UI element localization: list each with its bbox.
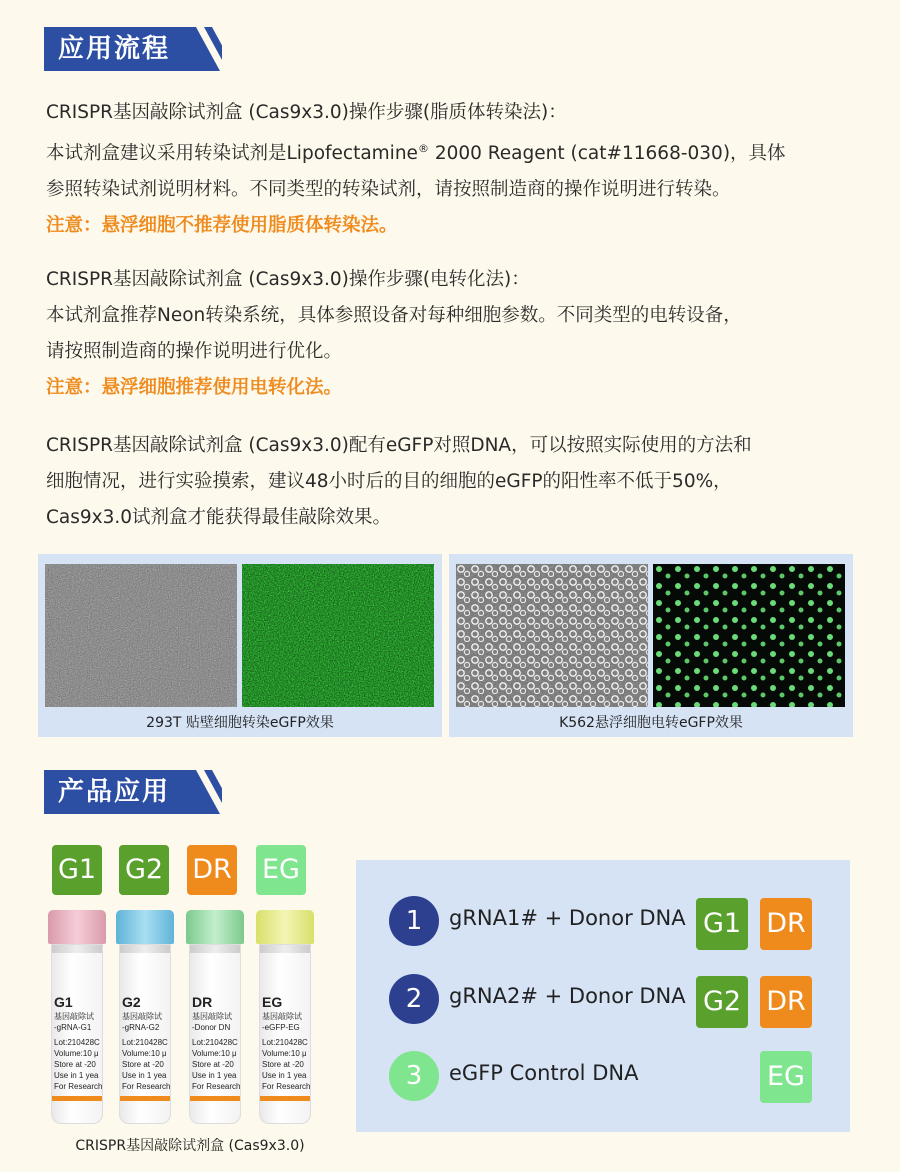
combination-panel [356,860,850,1132]
electro-line2: 请按照制造商的操作说明进行优化。 [46,341,343,362]
electro-heading: CRISPR基因敲除试剂盒 (Cas9x3.0)操作步骤(电转化法)： [46,269,530,290]
tube-dr [186,910,244,1125]
image-box-293t [38,554,442,737]
combo2-badge-dr: DR [760,976,812,1028]
tube-cap [116,910,174,944]
tube-label: G2 基因敲除试 -gRNA-G2 Lot:210428C Volume:10 μ Store at -20 Use in 1 yea For Research [122,994,171,1091]
step-number-1: 1 [389,896,439,946]
section-header-application [44,770,222,814]
tube-label: DR 基因敲除试 -Donor DN Lot:210428C Volume:10 μ Store at -20 Use in 1 yea For Research [192,994,241,1091]
product-caption: CRISPR基因敲除试剂盒 (Cas9x3.0) [75,1138,305,1154]
badge-eg: EG [256,845,306,895]
egfp-line2: 细胞情况，进行实验摸索，建议48小时后的目的细胞的eGFP的阳性率不低于50%， [46,471,732,492]
caption-293t: 293T 贴壁细胞转染eGFP效果 [146,715,334,731]
brightfield-293t-image [45,564,237,707]
combo-label-3: eGFP Control DNA [449,1061,639,1085]
egfp-line1: CRISPR基因敲除试剂盒 (Cas9x3.0)配有eGFP对照DNA，可以按照实际使用的方法和 [46,435,752,456]
lipo-line1-sup: ® [417,142,429,155]
tube-body [51,944,103,1124]
tube-body [189,944,241,1124]
lipo-line1-a: 本试剂盒建议采用转染试剂是Lipofectamine [46,143,418,165]
step-number-2: 2 [389,974,439,1024]
badge-g1: G1 [52,845,102,895]
tube-g1 [48,910,106,1125]
image-box-k562 [449,554,853,737]
combo1-badge-g1: G1 [696,898,748,950]
egfp-block [46,428,860,536]
badge-g2: G2 [119,845,169,895]
lipo-heading: CRISPR基因敲除试剂盒 (Cas9x3.0)操作步骤(脂质体转染法)： [46,102,567,123]
tube-g2 [116,910,174,1125]
lipo-line2: 参照转染试剂说明材料。不同类型的转染试剂，请按照制造商的操作说明进行转染。 [46,179,731,201]
tube-body [119,944,171,1124]
lipo-note: 注意：悬浮细胞不推荐使用脂质体转染法。 [46,215,398,237]
egfp-line3: Cas9x3.0试剂盒才能获得最佳敲除效果。 [46,507,392,528]
tube-eg [256,910,314,1125]
lipo-line1-b: 2000 Reagent (cat#11668-030)，具体 [428,143,786,165]
lipo-line1 [46,131,860,172]
combo-label-1: gRNA1# + Donor DNA [449,906,686,930]
section-title: 产品应用 [58,777,171,807]
brightfield-k562-image [456,564,648,707]
tube-cap [48,910,106,944]
electro-line1: 本试剂盒推荐Neon转染系统，具体参照设备对每种细胞参数。不同类型的电转设备， [46,305,742,326]
lipofection-block [46,95,860,244]
tube-cap [186,910,244,944]
electroporation-block [46,262,860,406]
tube-label: G1 基因敲除试 -gRNA-G1 Lot:210428C Volume:10 μ Store at -20 Use in 1 yea For Research [54,994,103,1091]
tube-body [259,944,311,1124]
fluorescence-293t-image [242,564,434,707]
electro-note: 注意：悬浮细胞推荐使用电转化法。 [46,377,343,398]
combo-label-2: gRNA2# + Donor DNA [449,984,686,1008]
tube-label: EG 基因敲除试 -eGFP-EG Lot:210428C Volume:10 μ Store at -20 Use in 1 yea For Research [262,994,311,1091]
section-header-workflow [44,27,222,71]
tube-cap [256,910,314,944]
combo3-badge-eg: EG [760,1051,812,1103]
fluorescence-k562-image [653,564,845,707]
step-number-3: 3 [389,1051,439,1101]
caption-k562: K562悬浮细胞电转eGFP效果 [559,715,743,731]
combo1-badge-dr: DR [760,898,812,950]
badge-dr: DR [187,845,237,895]
section-title: 应用流程 [58,34,171,64]
combo2-badge-g2: G2 [696,976,748,1028]
